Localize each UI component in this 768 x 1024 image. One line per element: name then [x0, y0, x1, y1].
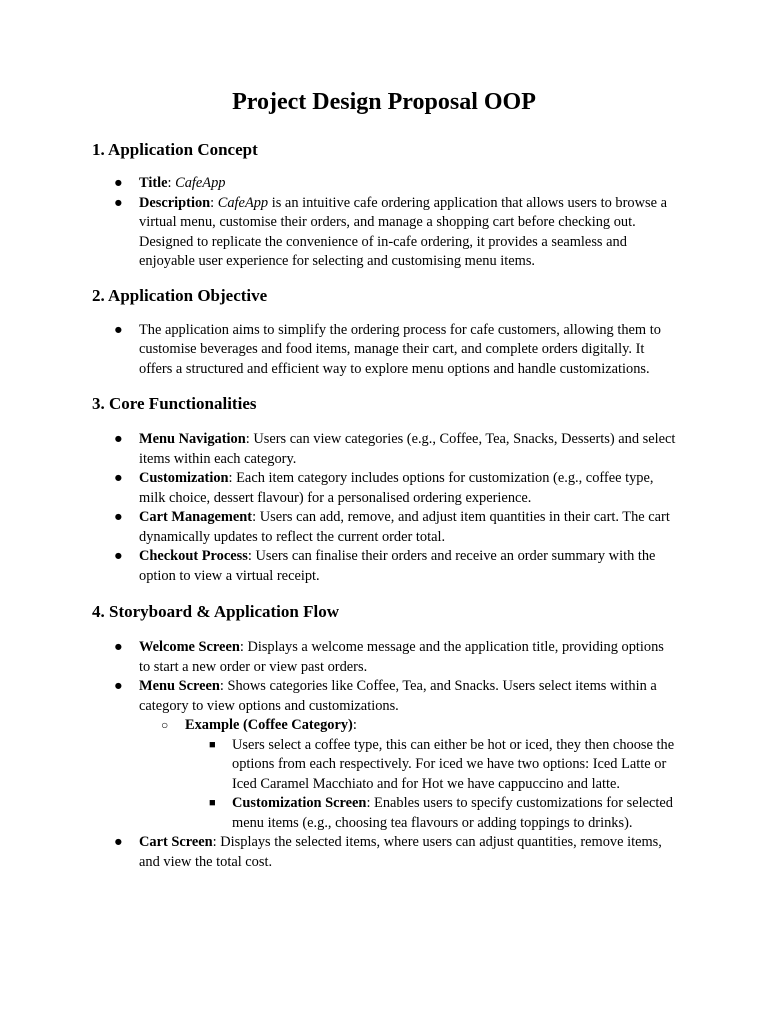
- item-label: Cart Screen: [139, 834, 213, 850]
- item-label: Cart Management: [139, 509, 253, 525]
- section-heading-application-concept: 1. Application Concept: [92, 140, 258, 159]
- list-item-welcome-screen: [92, 638, 676, 677]
- item-label: Menu Navigation: [139, 431, 246, 447]
- item-text: : Users can view categories (e.g., Coffee, Tea, Snacks, Desserts) and select items within each category.: [139, 431, 676, 467]
- hollow-bullet-icon: ○: [161, 718, 169, 732]
- item-label: Customization: [139, 470, 229, 486]
- bullet-icon: ●: [114, 509, 123, 525]
- list-item-menu-navigation: [92, 430, 676, 469]
- bullet-icon: ●: [114, 678, 123, 694]
- title-label: Title: [139, 175, 168, 191]
- list-item-example-coffee: [139, 716, 676, 833]
- list-item-objective: [92, 321, 676, 380]
- description-app-name: CafeApp: [217, 194, 269, 211]
- example-text: :: [352, 717, 357, 733]
- list-item-menu-screen: [92, 677, 676, 833]
- document-title: Project Design Proposal OOP: [232, 89, 536, 115]
- example-label: Example (Coffee Category): [185, 717, 353, 733]
- item-text: : Shows categories like Coffee, Tea, and Snacks. Users select items within a category to view options and customizations.: [139, 678, 657, 714]
- list-item-coffee-type: [185, 736, 676, 795]
- section-heading-application-objective: 2. Application Objective: [92, 285, 268, 305]
- bullet-icon: ●: [114, 548, 123, 564]
- menu-screen-sublist: [139, 716, 676, 833]
- description-label: Description: [139, 194, 211, 211]
- square-bullet-icon: ■: [209, 797, 216, 809]
- item-text: : Users can add, remove, and adjust item quantities in their cart. The cart dynamically updates to reflect the current order total.: [139, 509, 670, 545]
- item-label: Welcome Screen: [139, 639, 240, 655]
- list-item-checkout-process: [92, 547, 676, 586]
- objective-text: The application aims to simplify the ordering process for cafe customers, allowing them to customise beverages and food items, manage their cart, and complete orders digitally. It offers a structured and efficient way to explore menu options and handle customizations.: [139, 321, 661, 377]
- list-item-cart-management: [92, 508, 676, 547]
- bullet-icon: ●: [114, 639, 123, 655]
- storyboard-list: [92, 638, 676, 872]
- item-text: : Each item category includes options for customization (e.g., coffee type, milk choice, dessert flavour) for a personalised ordering experience.: [139, 470, 654, 506]
- list-item-customization: [92, 469, 676, 508]
- item-text: : Displays a welcome message and the application title, providing options to start a new order or view past orders.: [139, 639, 664, 675]
- item-label: Customization Screen: [232, 795, 367, 811]
- list-item-cart-screen: [92, 833, 676, 872]
- example-sublist: [185, 736, 676, 834]
- item-text: : Users can finalise their orders and receive an order summary with the option to view a virtual receipt.: [139, 548, 656, 584]
- bullet-icon: ●: [114, 194, 123, 211]
- core-functionalities-list: [92, 430, 676, 586]
- section-heading-core-functionalities: 3. Core Functionalities: [92, 394, 257, 413]
- coffee-type-text: Users select a coffee type, this can either be hot or iced, they then choose the options from each respectively. For iced we have two options: Iced Latte or Iced Caramel Macchiato and for Hot we have cappuccino and latte.: [232, 736, 675, 792]
- section-heading-storyboard: 4. Storyboard & Application Flow: [92, 602, 339, 621]
- list-item-title: ● Title: CafeApp: [92, 174, 676, 194]
- item-label: Menu Screen: [139, 678, 220, 694]
- bullet-icon: ●: [114, 431, 123, 447]
- objective-list: [92, 321, 676, 380]
- square-bullet-icon: ■: [209, 738, 216, 751]
- bullet-icon: ●: [114, 470, 123, 486]
- item-text: : Enables users to specify customizations for selected menu items (e.g., choosing tea flavours or adding toppings to drinks).: [232, 795, 673, 831]
- list-item-description: ● Description: CafeApp is an intuitive cafe ordering application that allows users to browse a virtual menu, customise their orders, and manage a shopping cart before checking out. Designed to replicate the convenience of in-cafe ordering, it provides a seamless and enjoyable user experience for selecting and customising menu items.: [114, 194, 667, 269]
- title-value: CafeApp: [175, 175, 226, 191]
- list-item-customization-screen: [185, 794, 676, 833]
- description-text: is an intuitive cafe ordering application that allows users to browse a virtual menu, customise their orders, and manage a shopping cart before checking out. Designed to replicate the convenience of in-cafe ordering, it provides a seamless and enjoyable user experience for selecting and customising menu items.: [139, 194, 667, 269]
- item-label: Checkout Process: [139, 548, 248, 564]
- item-text: : Displays the selected items, where users can adjust quantities, remove items, and view the total cost.: [139, 834, 662, 870]
- bullet-icon: ●: [114, 834, 123, 850]
- bullet-icon: ●: [114, 175, 123, 191]
- bullet-icon: ●: [114, 321, 123, 338]
- concept-list: [92, 174, 676, 272]
